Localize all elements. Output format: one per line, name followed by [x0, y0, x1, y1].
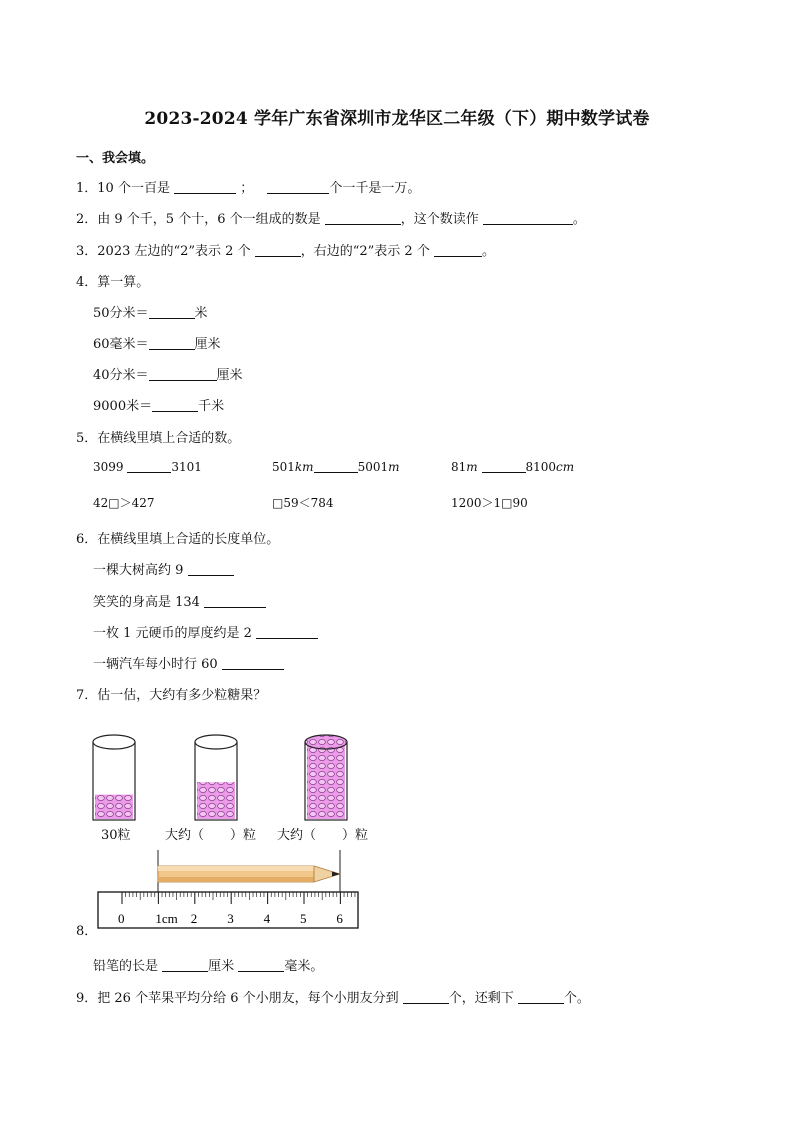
- jar-2: [195, 735, 237, 820]
- fill-digit-item: 42□＞427: [93, 496, 155, 510]
- ruler-tick-label: 4: [263, 911, 271, 926]
- question-4-label: 4．算一算。: [76, 275, 150, 290]
- answer-blank[interactable]: [188, 562, 234, 576]
- jar-caption: 大约（ ）粒: [277, 828, 369, 843]
- conversion-item: 50分米＝ 米: [93, 306, 208, 321]
- fill-digit-item: 1200＞1□90: [451, 496, 528, 510]
- answer-blank[interactable]: [314, 459, 358, 473]
- ruler-pencil-figure: [96, 848, 362, 930]
- pencil: [158, 866, 340, 882]
- question-2: 2．由 9 个千，5 个十，6 个一组成的数是 ，这个数读作 。: [76, 212, 586, 227]
- answer-blank[interactable]: [149, 305, 195, 319]
- question-1: 1．10 个一百是 ； 个一千是一万。: [76, 181, 421, 196]
- question-7-label: 7．估一估，大约有多少粒糖果？: [76, 688, 267, 703]
- answer-blank[interactable]: [149, 367, 217, 381]
- ruler-tick-label: 6: [336, 911, 343, 926]
- unit-item: 一枚 1 元硬币的厚度约是 2: [93, 622, 318, 641]
- unit-item: 一棵大树高约 9: [93, 559, 234, 578]
- ruler-tick-label: 0: [118, 911, 125, 926]
- answer-blank[interactable]: [204, 594, 266, 608]
- pencil-length-question: 铅笔的长是 厘米 毫米。: [93, 959, 324, 974]
- unit-item: 一辆汽车每小时行 60: [93, 653, 284, 672]
- conversion-item: 40分米＝ 厘米: [93, 368, 243, 383]
- answer-blank[interactable]: [482, 459, 526, 473]
- answer-blank[interactable]: [255, 243, 301, 257]
- question-6-label: 6．在横线里填上合适的长度单位。: [76, 532, 280, 547]
- compare-item: 501km 5001m: [272, 460, 400, 474]
- section-heading: 一、我会填。: [76, 151, 155, 166]
- question-8-label: 8．: [76, 924, 98, 939]
- answer-blank[interactable]: [238, 958, 284, 972]
- answer-blank[interactable]: [434, 243, 482, 257]
- ruler-tick-label: 5: [300, 911, 307, 926]
- answer-blank[interactable]: [127, 459, 171, 473]
- answer-blank[interactable]: [518, 990, 564, 1004]
- jar-3: [305, 735, 347, 820]
- conversion-item: 60毫米＝ 厘米: [93, 337, 221, 352]
- answer-blank[interactable]: [149, 336, 195, 350]
- answer-blank[interactable]: [222, 656, 284, 670]
- answer-blank[interactable]: [152, 398, 198, 412]
- answer-blank[interactable]: [162, 958, 208, 972]
- question-3: 3．2023 左边的“2”表示 2 个 ，右边的“2”表示 2 个 。: [76, 244, 495, 259]
- answer-blank[interactable]: [403, 990, 449, 1004]
- compare-item: 81m 8100cm: [451, 460, 575, 474]
- page-title: 2023-2024 学年广东省深圳市龙华区二年级（下）期中数学试卷: [144, 109, 650, 129]
- ruler-tick-label: 3: [227, 911, 234, 926]
- jar-caption: 30粒: [101, 828, 131, 843]
- ruler-tick-label: 1cm: [155, 911, 178, 926]
- compare-item: 3099 3101: [93, 460, 202, 474]
- question-5-label: 5．在横线里填上合适的数。: [76, 431, 241, 446]
- unit-item: 笑笑的身高是 134: [93, 591, 266, 610]
- ruler-tick-label: 2: [190, 911, 198, 926]
- answer-blank[interactable]: [256, 625, 318, 639]
- candy-jars-figure: [88, 730, 358, 822]
- conversion-item: 9000米＝ 千米: [93, 399, 225, 414]
- jar-1: [93, 735, 135, 820]
- answer-blank[interactable]: [325, 211, 401, 225]
- fill-digit-item: □59＜784: [272, 496, 334, 510]
- answer-blank[interactable]: [174, 180, 236, 194]
- answer-blank[interactable]: [483, 211, 573, 225]
- jar-caption: 大约（ ）粒: [165, 828, 257, 843]
- answer-blank[interactable]: [267, 180, 329, 194]
- question-9: 9．把 26 个苹果平均分给 6 个小朋友，每个小朋友分到 个，还剩下 个。: [76, 991, 590, 1006]
